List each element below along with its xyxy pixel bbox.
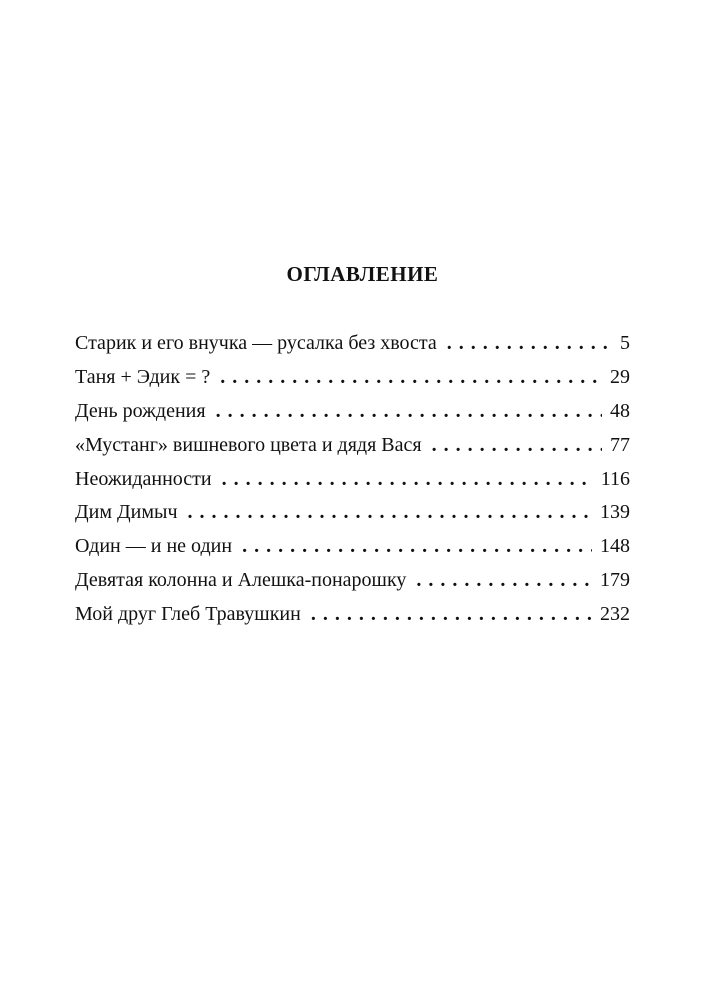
toc-entry[interactable] — [75, 498, 630, 532]
toc-entry-page: 116 — [600, 467, 630, 490]
toc-entry[interactable] — [75, 566, 630, 600]
dot-leader — [447, 329, 608, 357]
dot-leader — [220, 363, 602, 391]
toc-entry-page: 29 — [610, 365, 630, 388]
toc-entry-title: Старик и его внучка — русалка без хвоста — [75, 332, 437, 354]
toc-entry-page: 5 — [620, 332, 630, 354]
toc-entry-page: 48 — [610, 399, 630, 422]
toc-entry-page: 77 — [610, 433, 630, 456]
toc-entry[interactable] — [75, 431, 630, 465]
toc-entry-page: 139 — [600, 501, 630, 524]
dot-leader — [216, 397, 602, 425]
toc-entry-title: Один — и не один — [75, 535, 233, 558]
toc-entry-title: «Мустанг» вишневого цвета и дядя Вася — [75, 433, 422, 456]
toc-entry-title: Неожиданности — [75, 467, 212, 490]
toc-entry-title: Мой друг Глеб Травушкин — [75, 603, 301, 626]
toc-entry[interactable] — [75, 363, 630, 397]
dot-leader — [242, 532, 592, 560]
dot-leader — [222, 465, 593, 493]
dot-leader — [416, 566, 592, 594]
dot-leader — [188, 498, 593, 526]
toc-entry[interactable] — [75, 465, 630, 499]
table-of-contents — [75, 329, 630, 634]
page-title: ОГЛАВЛЕНИЕ — [286, 262, 439, 286]
toc-entry-page: 148 — [600, 535, 630, 558]
toc-entry[interactable] — [75, 397, 630, 431]
dot-leader — [432, 431, 602, 459]
toc-entry[interactable] — [75, 329, 630, 363]
toc-entry-title: Дим Димыч — [75, 501, 178, 524]
toc-entry[interactable] — [75, 532, 630, 566]
toc-entry-title: День рождения — [75, 399, 206, 422]
dot-leader — [311, 600, 592, 628]
toc-entry-page: 232 — [600, 603, 630, 626]
toc-entry-page: 179 — [600, 569, 630, 592]
toc-entry[interactable] — [75, 600, 630, 634]
toc-entry-title: Таня + Эдик = ? — [75, 365, 211, 388]
toc-entry-title: Девятая колонна и Алешка-понарошку — [75, 569, 407, 592]
